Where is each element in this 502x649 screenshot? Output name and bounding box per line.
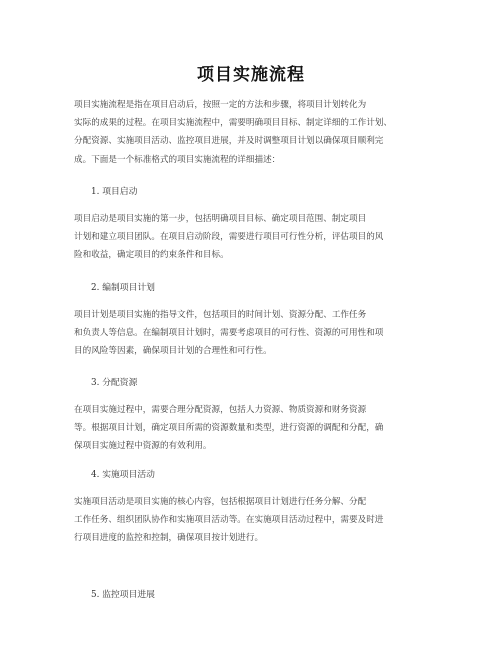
section-body-4: 实施项目活动是项目实施的核心内容，包括根据项目计划进行任务分解、分配 工作任务、组织团队协作和实施项目活动等。在实施项目活动过程中，需要及时进 行项目进度的监控和控制，确保项目按计划进行。	[74, 497, 384, 544]
section-heading-2: 2. 编制项目计划	[91, 283, 155, 293]
section-body-3: 在项目实施过程中，需要合理分配资源，包括人力资源、物质资源和财务资源 等。根据项目计划，确定项目所需的资源数量和类型，进行资源的调配和分配，确 保项目实施过程中资源的有效利用。	[74, 405, 384, 452]
section-heading-5: 5. 监控项目进展	[91, 590, 155, 600]
section-body-2: 项目计划是项目实施的指导文件，包括项目的时间计划、资源分配、工作任务 和负责人等信息。在编制项目计划时，需要考虑项目的可行性、资源的可用性和项 目的风险等因素，确保项目计划的合理性和可行性。	[74, 310, 384, 357]
section-heading-1: 1. 项目启动	[91, 187, 138, 197]
intro-paragraph: 项目实施流程是指在项目启动后，按照一定的方法和步骤，将项目计划转化为 实际的成果的过程。在项目实施流程中，需要明确项目目标、制定详细的工作计划、 分配资源、实施项目活动、监控项目进展，并及时调整项目计划以确保项目顺利完 成。下面是一个标准格式的项目实施流程的详细描述：	[74, 100, 392, 165]
document-title: 项目实施流程	[197, 65, 305, 85]
section-heading-3: 3. 分配资源	[91, 378, 138, 388]
section-body-1: 项目启动是项目实施的第一步，包括明确项目目标、确定项目范围、制定项目 计划和建立项目团队。在项目启动阶段，需要进行项目可行性分析，评估项目的风 险和收益，确定项目的约束条件和目标。	[74, 214, 384, 261]
section-heading-4: 4. 实施项目活动	[91, 470, 155, 480]
